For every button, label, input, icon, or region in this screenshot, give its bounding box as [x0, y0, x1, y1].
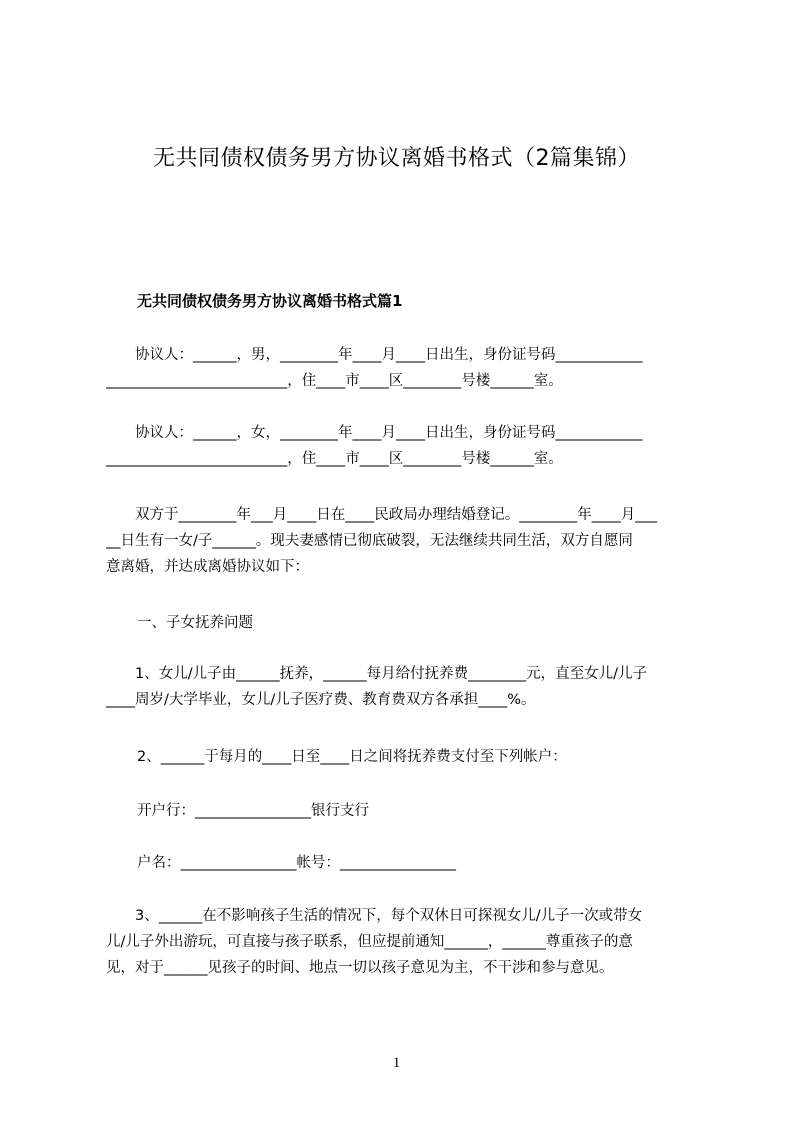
item-3-paragraph [106, 903, 702, 981]
paragraph-line: 儿/儿子外出游玩，可直接与孩子联系，但应提前通知______，______尊重孩子的意 [106, 934, 633, 950]
paragraph-line: 1、女儿/儿子由______抚养，______每月给付抚养费________元，直至女儿/儿子 [106, 666, 647, 682]
paragraph-line: ____周岁/大学毕业，女儿/儿子医疗费、教育费双方各承担____%。 [106, 692, 536, 708]
paragraph-line: _________________________，住____市____区________号楼______室。 [106, 451, 563, 467]
paragraph-line: 意离婚，并达成离婚协议如下： [106, 559, 309, 575]
party-male-paragraph [106, 342, 702, 394]
party-female-paragraph [106, 420, 702, 472]
clause-heading: 一、子女抚养问题 [137, 615, 253, 631]
account-line: 户名：________________帐号：________________ [137, 855, 456, 871]
paragraph-line: _________________________，住____市____区________号楼______室。 [106, 373, 563, 389]
section-heading: 无共同债权债务男方协议离婚书格式篇1 [137, 292, 403, 310]
page-number: 1 [392, 1055, 401, 1071]
paragraph-line: 协议人：______，男，________年____月____日出生，身份证号码____________ [106, 347, 643, 363]
paragraph-line: 见，对于______见孩子的时间、地点一切以孩子意见为主，不干涉和参与意见。 [106, 960, 614, 976]
paragraph-line: 双方于________年___月____日在____民政局办理结婚登记。________年____月___ [106, 507, 657, 523]
bank-line: 开户行：________________银行支行 [137, 803, 369, 819]
document-title: 无共同债权债务男方协议离婚书格式（2篇集锦） [153, 146, 640, 171]
paragraph-line: 协议人：______，女，________年____月____日出生，身份证号码____________ [106, 425, 643, 441]
paragraph-line: __日生有一女/子______。现夫妻感情已彻底破裂，无法继续共同生活，双方自愿同 [106, 533, 633, 549]
marriage-paragraph [106, 502, 702, 580]
item-2-paragraph: 2、______于每月的____日至____日之间将抚养费支付至下列帐户： [137, 749, 567, 765]
item-1-paragraph [106, 661, 702, 713]
paragraph-line: 3、______在不影响孩子生活的情况下，每个双休日可探视女儿/儿子一次或带女 [106, 908, 643, 924]
